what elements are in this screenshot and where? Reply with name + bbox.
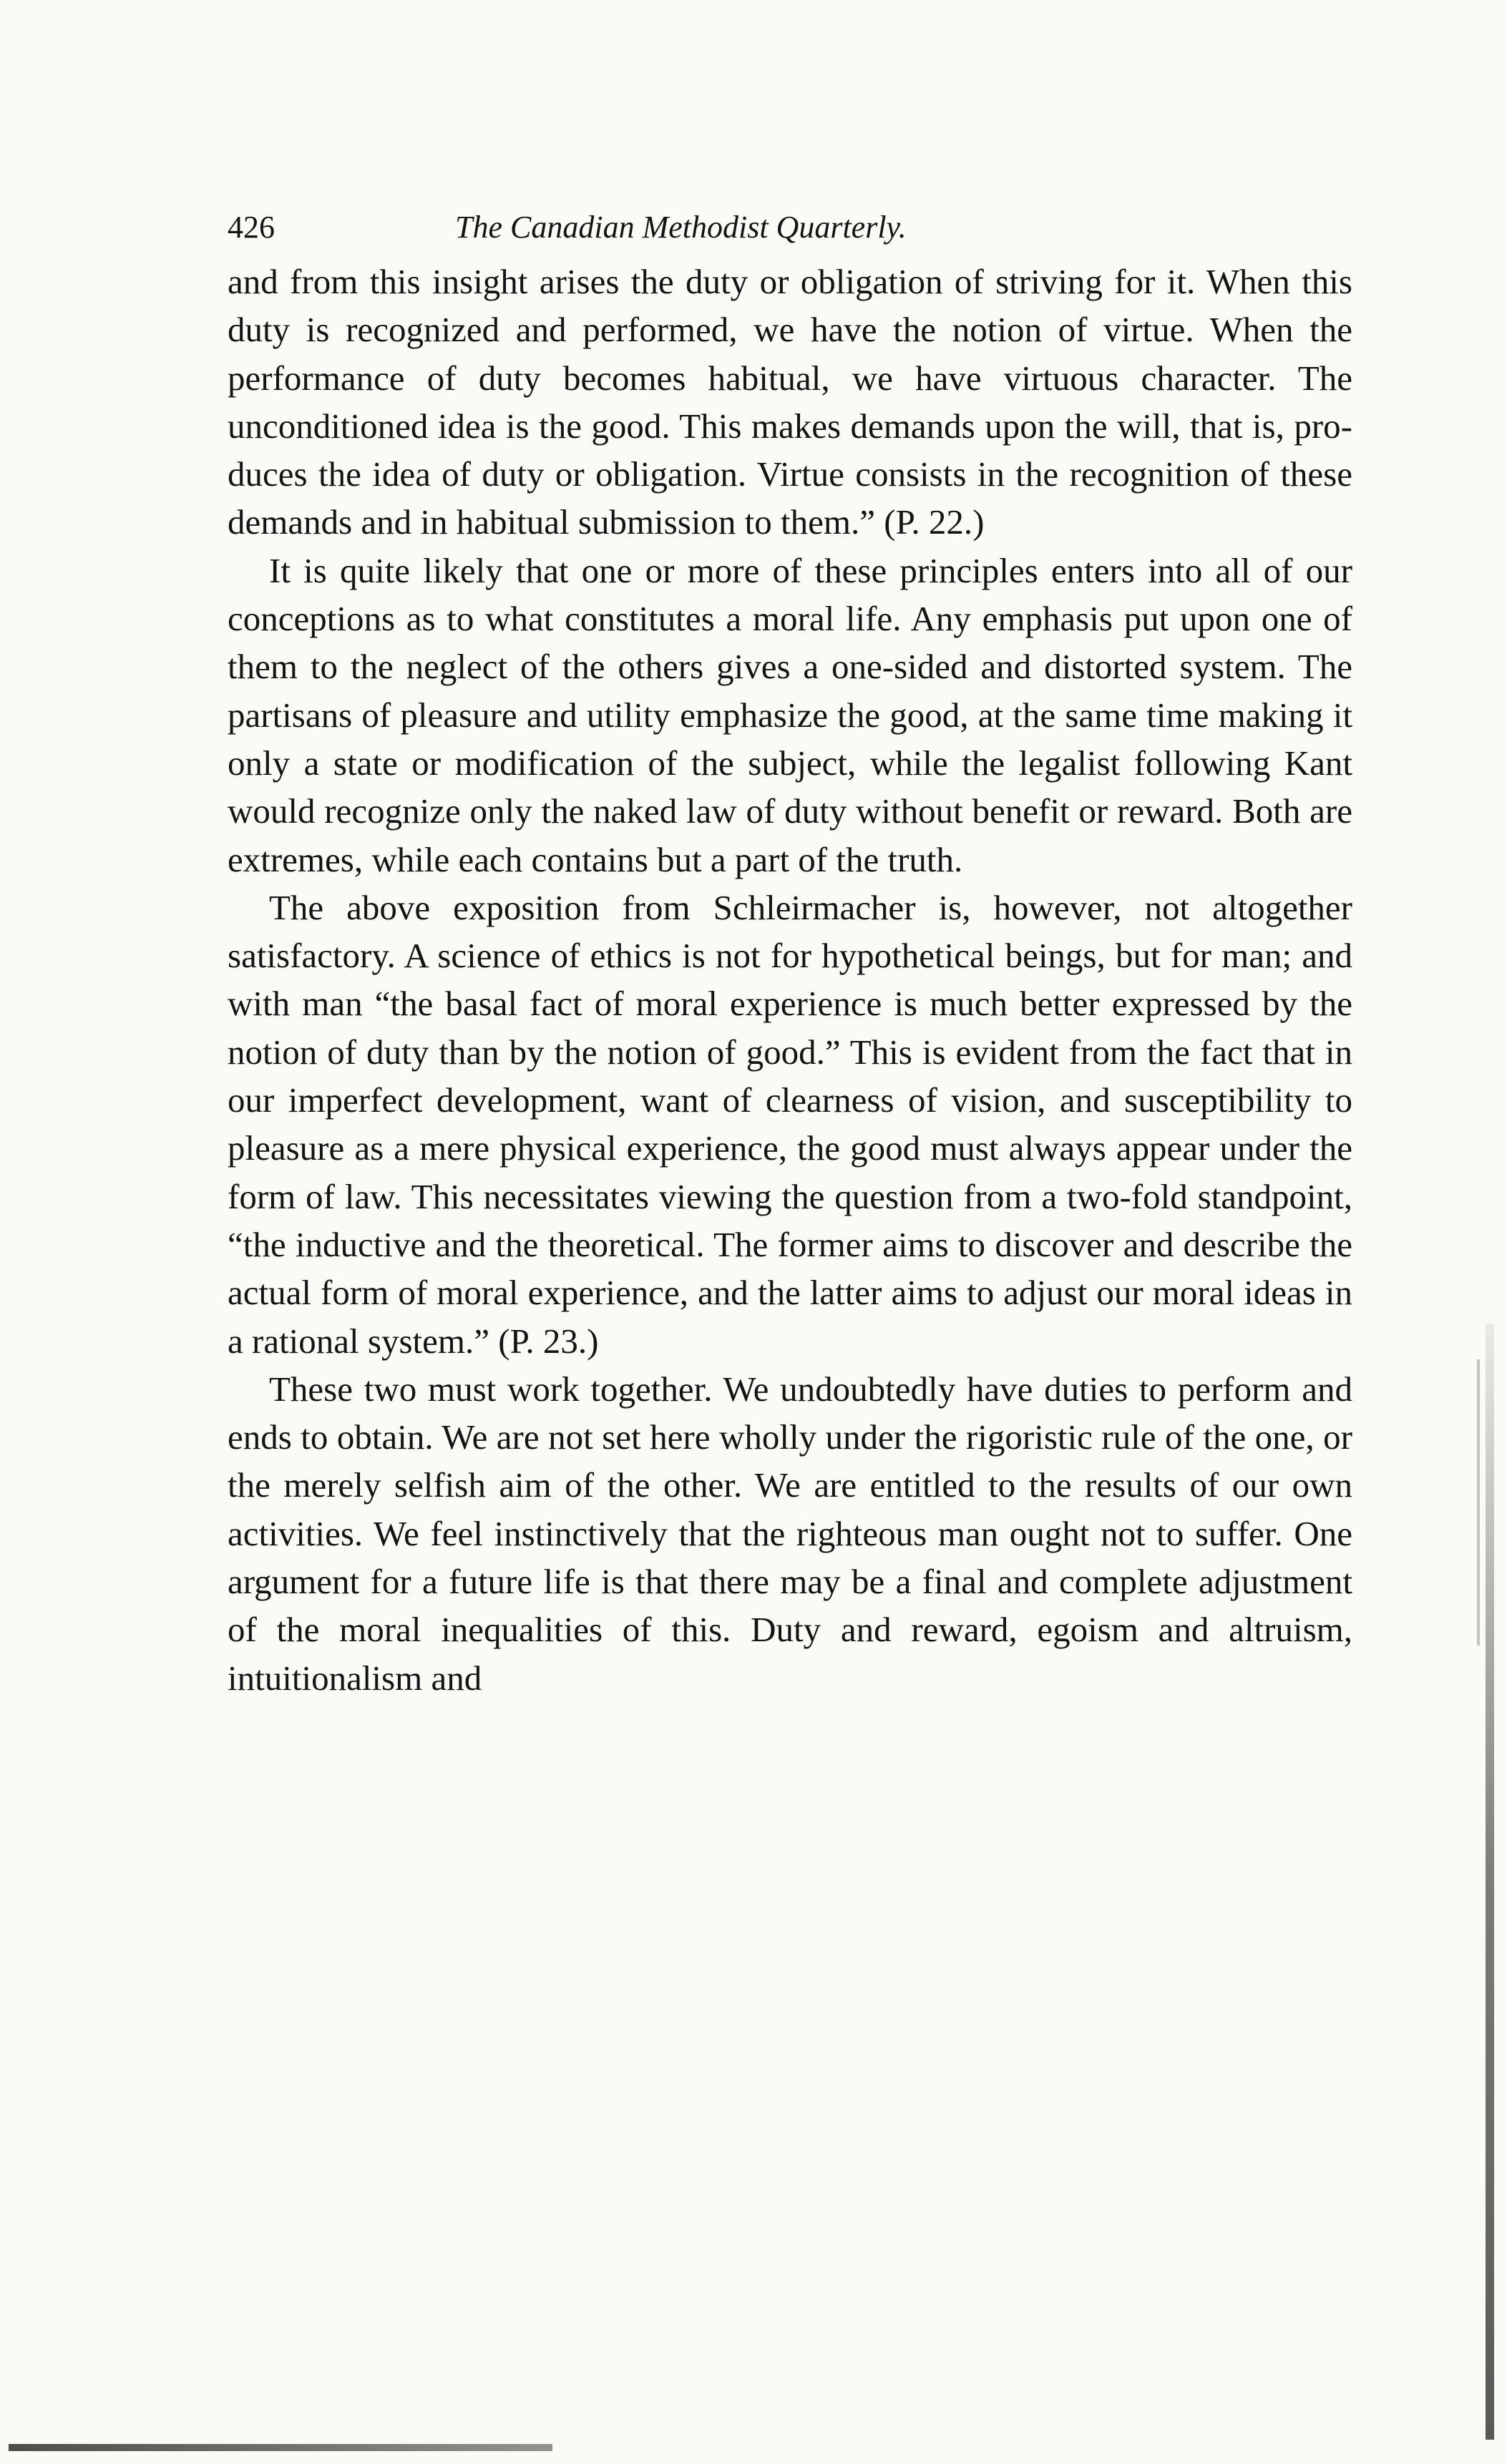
page-number: 426 bbox=[228, 210, 275, 245]
scan-bottom-edge bbox=[9, 2444, 552, 2451]
paragraph-2: It is quite likely that one or more of these principles enters into all of our conceptions as to what constitutes a moral life. Any emphasis put upon one of them to the neglect of the others gives a one-sided and distorted system. The partisans of pleasure and utility emphasize the good, at the same time making it only a state or modification of the subject, while the legalist following Kant would recognize only the naked law of duty without benefit or reward. Both are extremes, while each contains but a part of the truth. bbox=[228, 550, 1352, 879]
scan-page-edge bbox=[1486, 1324, 1494, 2440]
paragraph-4: These two must work together. We undoubtedly have duties to perform and ends to obtain. We are not set here wholly under the rigoristic rule of the one, or the merely selfish aim of the other. We are entitled to the results of our own activities. We feel instinctively that the righteous man ought not to suffer. One argument for a future life is that there may be a final and complete adjustment of the moral inequalities of this. Duty and reward, egoism and altruism, intuitionalism and bbox=[228, 1369, 1352, 1698]
journal-title: The Canadian Methodist Quarterly. bbox=[455, 210, 907, 245]
running-header bbox=[228, 202, 1352, 253]
paragraph-3: The above exposition from Schleirmacher is, however, not altogether satisfactory. A science of ethics is not for hypothetical beings, but for man; and with man “the basal fact of moral experience is much better expressed by the notion of duty than by the notion of good.” This is evident from the fact that in our imperfect development, want of clearness of vision, and susceptibility to pleasure as a mere physical experience, the good must always appear under the form of law. This necessitates viewing the question from a two-fold standpoint, “the inductive and the theoretical. The former aims to discover and describe the actual form of moral experience, and the latter aims to adjust our moral ideas in a rational system.” (P. 23.) bbox=[228, 887, 1352, 1361]
document-page bbox=[228, 202, 1352, 1702]
paragraph-1: and from this insight arises the duty or obligation of striving for it. When this duty is recognized and performed, we have the notion of virtue. When the performance of duty becomes habitual, we have virtuous character. The unconditioned idea is the good. This makes demands upon the will, that is, produces the idea of duty or obligation. Virtue consists in the recognition of these demands and in habitual submission to them.” (P. 22.) bbox=[228, 262, 1352, 542]
scan-edge-line bbox=[1477, 1359, 1480, 1646]
body-text bbox=[228, 258, 1352, 1702]
